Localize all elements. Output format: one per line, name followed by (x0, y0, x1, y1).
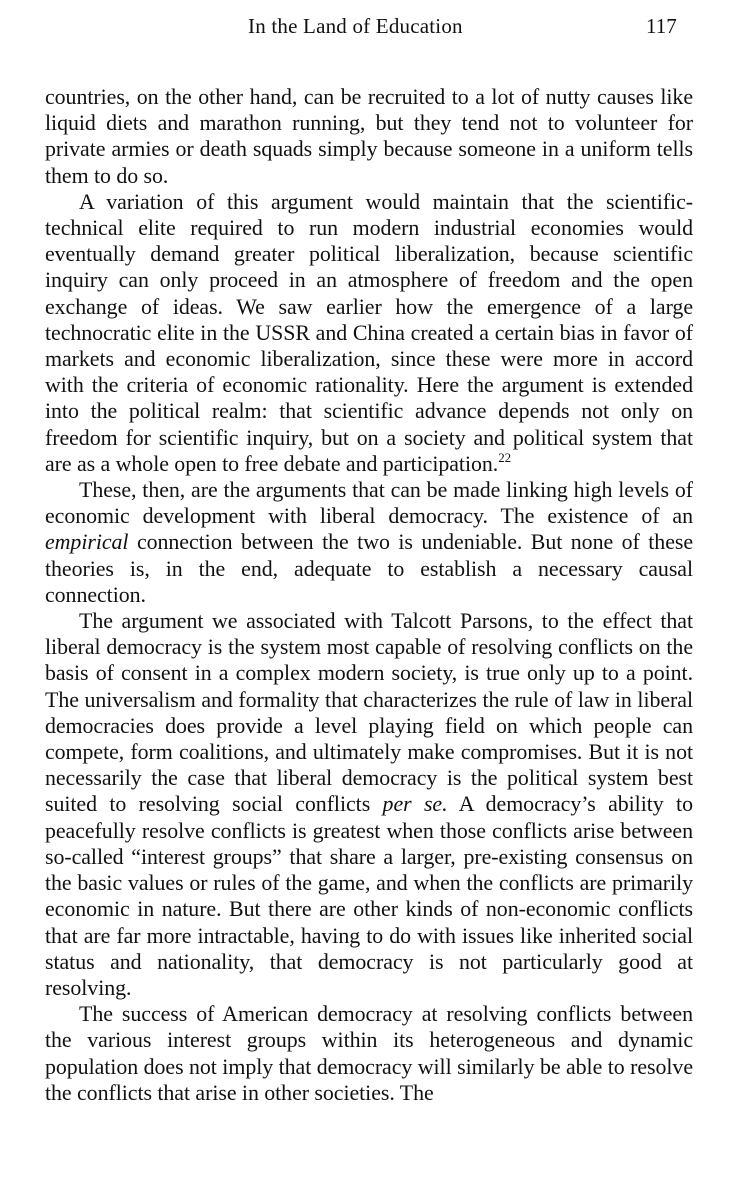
running-header (0, 12, 736, 46)
page-number: 117 (646, 14, 677, 38)
paragraph-1-text: countries, on the other hand, can be recruited to a lot of nutty causes like liquid diets and marathon running, but they tend not to volunteer for private armies or death squads simply because someone in a uniform tells them to do so. (45, 84, 693, 188)
running-title: In the Land of Education (248, 14, 463, 38)
paragraph-2-text: A variation of this argument would maintain that the scientific-technical elite required to run modern industrial economies would eventually demand greater political liberalization, because scientific inquiry can only proceed in an atmosphere of freedom and the open exchange of ideas. We saw earlier how the emergence of a large technocratic elite in the USSR and China created a certain bias in favor of markets and economic liberalization, since these were more in accord with the criteria of economic rationality. Here the argument is extended into the political realm: that scientific advance depends not only on freedom for scientific inquiry, but on a society and political system that are as a whole open to free debate and participation. (45, 188, 693, 476)
paragraph-4-text-before: The argument we associated with Talcott Parsons, to the effect that liberal democracy is the system most capable of resolving conflicts on the basis of consent in a complex modern society, is true only up to a point. The universalism and formality that characterizes the rule of law in liberal democracies does provide a level playing field on which people can compete, form coalitions, and ultimately make compromises. But it is not necessarily the case that liberal democracy is the political system best suited to resolving social conflicts (45, 608, 693, 817)
paragraph-5 (45, 1001, 693, 1106)
paragraph-4-emphasis: per se. (382, 791, 448, 817)
footnote-reference[interactable]: 22 (498, 449, 512, 465)
paragraph-3-text-after: connection between the two is undeniable. But none of these theories is, in the end, adequate to establish a necessary causal connection. (45, 529, 693, 607)
body-text (45, 84, 693, 1106)
paragraph-3 (45, 477, 693, 608)
paragraph-3-text-before: These, then, are the arguments that can be made linking high levels of economic development with liberal democracy. The existence of an (45, 477, 693, 529)
paragraph-3-emphasis: empirical (45, 529, 129, 555)
paragraph-4-text-after: A democracy’s ability to peacefully resolve conflicts is greatest when those conflicts arise between so-called “interest groups” that share a larger, pre-existing consensus on the basic values or rules of the game, and when the conflicts are primarily economic in nature. But there are other kinds of non-economic conflicts that are far more intractable, having to do with issues like inherited social status and nationality, that democracy is not particularly good at resolving. (45, 791, 693, 1000)
paragraph-4 (45, 608, 693, 1001)
paragraph-2 (45, 189, 693, 477)
paragraph-5-text: The success of American democracy at resolving conflicts between the various interest groups within its heterogeneous and dynamic population does not imply that democracy will similarly be able to resolve the conflicts that arise in other societies. The (45, 1001, 693, 1105)
paragraph-1 (45, 84, 693, 189)
